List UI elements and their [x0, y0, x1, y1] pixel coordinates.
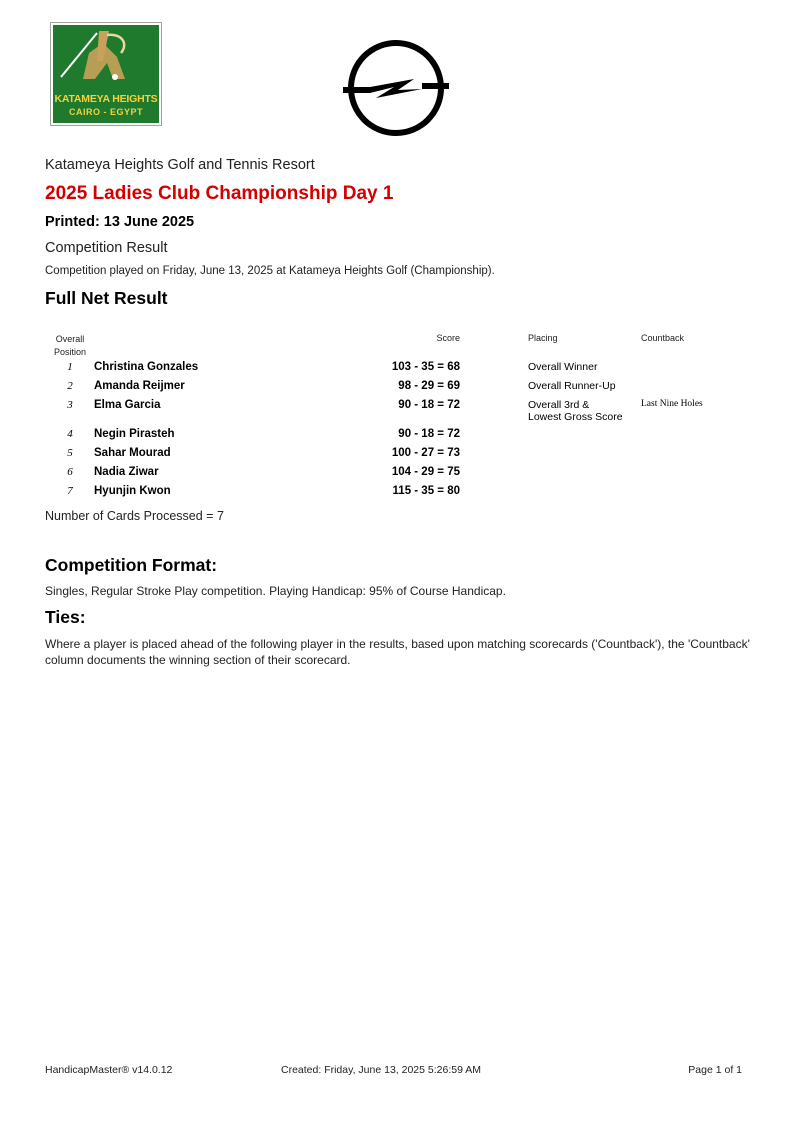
row-position: 7 — [67, 485, 73, 497]
row-placing — [528, 380, 638, 392]
row-position: 6 — [67, 466, 73, 478]
row-player-name: Christina Gonzales — [94, 361, 199, 373]
golfer-emblem-icon — [51, 23, 161, 93]
column-header-countback: Countback — [641, 333, 685, 343]
row-score: 98 - 29 = 69 — [398, 380, 460, 392]
resort-name: Katameya Heights Golf and Tennis Resort — [45, 157, 315, 173]
row-position: 1 — [67, 361, 73, 373]
competition-result-label: Competition Result — [45, 240, 168, 256]
row-score: 104 - 29 = 75 — [391, 466, 460, 478]
page-title: 2025 Ladies Club Championship Day 1 — [45, 183, 394, 204]
footer-page-number: Page 1 of 1 — [688, 1064, 742, 1076]
played-on-text: Competition played on Friday, June 13, 2025 at Katameya Heights Golf (Championship). — [45, 265, 495, 277]
ties-heading: Ties: — [45, 607, 86, 627]
row-score: 115 - 35 = 80 — [392, 485, 460, 497]
table-row — [0, 447, 794, 465]
row-position: 4 — [67, 428, 73, 440]
column-header-position — [50, 333, 90, 359]
column-header-score: Score — [436, 333, 460, 343]
results-heading: Full Net Result — [45, 288, 168, 308]
column-header-placing: Placing — [528, 333, 558, 343]
table-row — [0, 380, 794, 398]
club-logo-line2: CAIRO - EGYPT — [68, 107, 143, 117]
table-row — [0, 428, 794, 446]
row-position: 5 — [67, 447, 73, 459]
format-heading: Competition Format: — [45, 555, 218, 575]
ties-text: Where a player is placed ahead of the following player in the results, based upon matching scorecards ('Countback'), the 'Countback' column documents the winning section of their scorecard. — [45, 637, 750, 667]
row-placing-line1: Overall Runner-Up — [528, 380, 616, 392]
row-countback: Last Nine Holes — [641, 399, 703, 409]
row-placing-line2: Lowest Gross Score — [528, 411, 623, 423]
table-row — [0, 361, 794, 379]
row-score: 100 - 27 = 73 — [391, 447, 460, 459]
club-logo — [50, 22, 162, 126]
table-row — [0, 466, 794, 484]
club-logo-line1: KATAMEYA HEIGHTS — [54, 93, 158, 105]
row-placing-line1: Overall 3rd & — [528, 399, 590, 411]
row-score: 103 - 35 = 68 — [391, 361, 460, 373]
row-player-name: Nadia Ziwar — [94, 466, 159, 478]
row-position: 3 — [67, 399, 73, 411]
format-text: Singles, Regular Stroke Play competition. Playing Handicap: 95% of Course Handicap. — [45, 584, 506, 598]
row-player-name: Hyunjin Kwon — [94, 485, 171, 497]
row-placing — [528, 399, 638, 423]
lightning-ring-emblem-icon — [340, 38, 452, 138]
column-header-position-line1: Overall — [55, 334, 85, 344]
table-row — [0, 399, 794, 427]
row-score: 90 - 18 = 72 — [398, 428, 460, 440]
row-score: 90 - 18 = 72 — [398, 399, 460, 411]
cards-processed: Number of Cards Processed = 7 — [45, 509, 224, 523]
footer-created: Created: Friday, June 13, 2025 5:26:59 AM — [281, 1064, 482, 1076]
row-position: 2 — [67, 380, 73, 392]
row-placing-line1: Overall Winner — [528, 361, 598, 373]
footer-software: HandicapMaster® v14.0.12 — [45, 1064, 173, 1076]
row-player-name: Negin Pirasteh — [94, 428, 175, 440]
table-row — [0, 485, 794, 503]
row-player-name: Sahar Mourad — [94, 447, 171, 459]
row-player-name: Amanda Reijmer — [94, 380, 185, 392]
row-player-name: Elma Garcia — [94, 399, 161, 411]
column-header-position-line2: Position — [53, 347, 87, 357]
row-placing — [528, 361, 638, 373]
printed-date: Printed: 13 June 2025 — [45, 214, 195, 230]
